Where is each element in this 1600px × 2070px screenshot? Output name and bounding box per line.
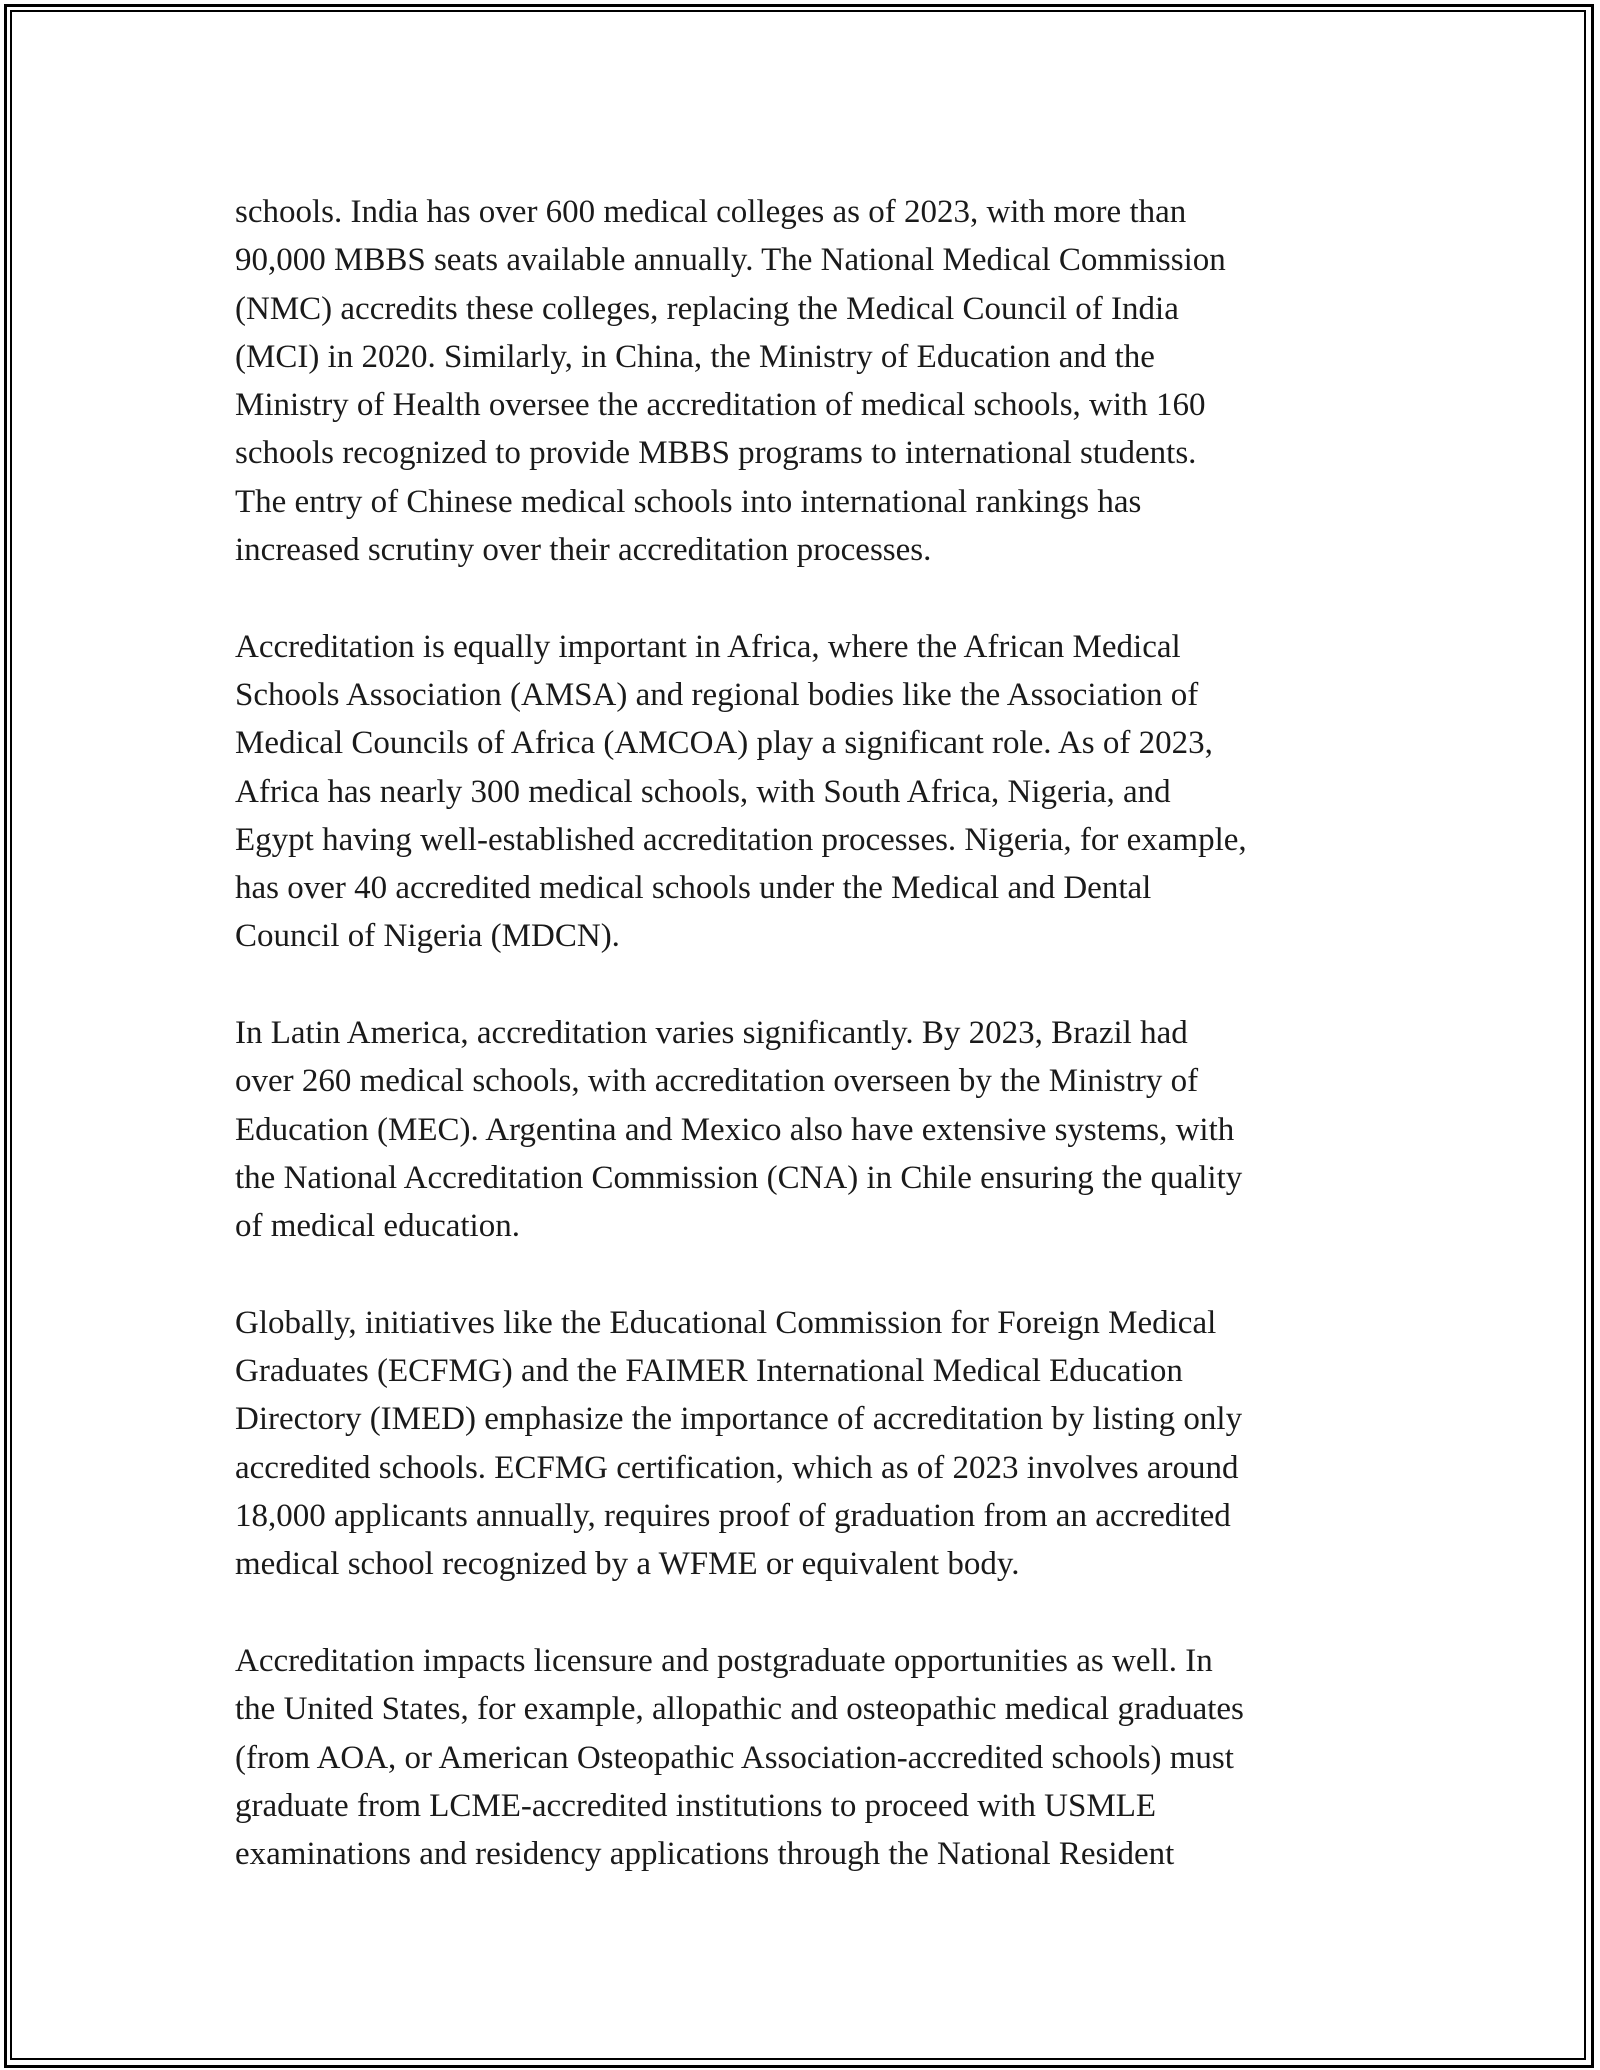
paragraph-licensure: Accreditation impacts licensure and postgraduate opportunities as well. In the United States, for example, allopathic and osteopathic medical graduates (from AOA, or American Osteopathic Association-accredited schools) must graduate from LCME-accredited institutions to proceed with USMLE examinations and residency applications through the National Resident xyxy=(235,1642,1244,1873)
paragraph-india-china: schools. India has over 600 medical colleges as of 2023, with more than 90,000 MBBS seats available annually. The National Medical Commission (NMC) accredits these colleges, replacing the Medical Council of India (MCI) in 2020. Similarly, in China, the Ministry of Education and the Ministry of Health oversee the accreditation of medical schools, with 160 schools recognized to provide MBBS programs to international students. The entry of Chinese medical schools into international rankings has increased scrutiny over their accreditation processes. xyxy=(235,194,1226,569)
paragraph-global-initiatives: Globally, initiatives like the Educational Commission for Foreign Medical Graduates (ECFMG) and the FAIMER International Medical Education Directory (IMED) emphasize the importance of accreditation by listing only accredited schools. ECFMG certification, which as of 2023 involves around 18,000 applicants annually, requires proof of graduation from an accredited medical school recognized by a WFME or equivalent body. xyxy=(235,1304,1243,1583)
paragraph-latin-america: In Latin America, accreditation varies significantly. By 2023, Brazil had over 260 medical schools, with accreditation overseen by the Ministry of Education (MEC). Argentina and Mexico also have extensive systems, with the National Accreditation Commission (CNA) in Chile ensuring the quality of medical education. xyxy=(235,1015,1243,1245)
paragraph-africa: Accreditation is equally important in Africa, where the African Medical Schools Association (AMSA) and regional bodies like the Association of Medical Councils of Africa (AMCOA) play a significant role. As of 2023, Africa has nearly 300 medical schools, with South Africa, Nigeria, and Egypt having well-established accreditation processes. Nigeria, for example, has over 40 accredited medical schools under the Medical and Dental Council of Nigeria (MDCN). xyxy=(235,628,1247,955)
document-body xyxy=(235,188,1375,1878)
